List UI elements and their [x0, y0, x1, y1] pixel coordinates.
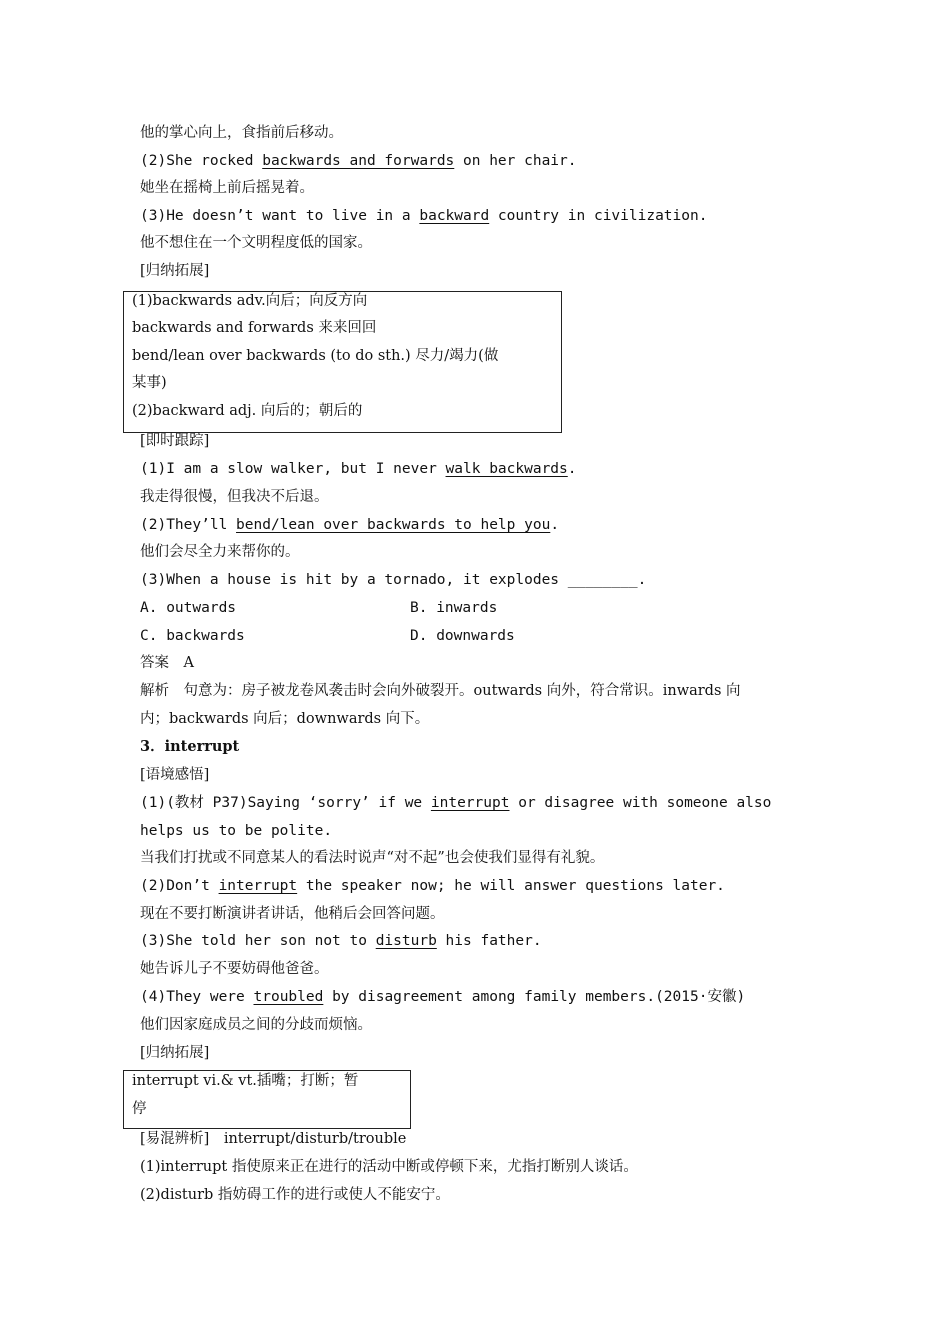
practice-1-pre: (1)I am a slow walker, but I never [140, 461, 446, 477]
context-1-post: or disagree with someone also [509, 795, 772, 811]
example-2-sentence [140, 151, 577, 171]
context-4-translation: 他们因家庭成员之间的分歧而烦恼。 [140, 1017, 372, 1033]
context-4-sentence [140, 987, 745, 1007]
box-line-5: (2)backward adj. 向后的；朝后的 [132, 403, 363, 419]
example-2-translation: 她坐在摇椅上前后摇晃着。 [140, 180, 314, 196]
box-line-2: backwards and forwards 来来回回 [132, 320, 377, 336]
summary-heading-2: [归纳拓展] [140, 1045, 210, 1061]
context-3-post: his father. [436, 933, 542, 949]
example-3-highlight: backward [419, 208, 490, 224]
practice-2-translation: 他们会尽全力来帮你的。 [140, 544, 300, 560]
practice-2-sentence [140, 515, 559, 535]
context-1-translation: 当我们打扰或不同意某人的看法时说声“对不起”也会使我们显得有礼貌。 [140, 850, 605, 866]
practice-1-post: . [567, 461, 577, 477]
box-line-4: 某事) [132, 375, 167, 391]
practice-1-translation: 我走得很慢，但我决不后退。 [140, 489, 329, 505]
practice-2-post: . [550, 517, 560, 533]
analysis-line-2: 内；backwards 向后；downwards 向下。 [140, 711, 430, 727]
context-4-highlight: troubled [253, 989, 324, 1005]
option-d: D. downwards [410, 628, 515, 644]
example-3-pre: (3)He doesn’t want to live in a [140, 208, 420, 224]
practice-heading: [即时跟踪] [140, 433, 210, 449]
context-3-translation: 她告诉儿子不要妨碍他爸爸。 [140, 961, 329, 977]
summary-heading-1: [归纳拓展] [140, 263, 210, 279]
context-4-pre: (4)They were [140, 989, 254, 1005]
context-2-highlight: interrupt [218, 878, 298, 894]
context-1-highlight: interrupt [430, 795, 510, 811]
option-c: C. backwards [140, 628, 245, 644]
example-2-pre: (2)She rocked [140, 153, 263, 169]
example-2-highlight: backwards and forwards [262, 153, 455, 169]
practice-1-highlight: walk backwards [445, 461, 568, 477]
context-2-sentence [140, 876, 725, 896]
example-3-post: country in civilization. [489, 208, 708, 224]
practice-1-sentence [140, 459, 577, 479]
practice-2-highlight: bend/lean over backwards to help you [236, 517, 551, 533]
option-a: A. outwards [140, 600, 237, 616]
context-1-sentence [140, 793, 771, 813]
practice-3-question: (3)When a house is hit by a tornado, it explodes ________. [140, 572, 647, 588]
practice-2-pre: (2)They’ll [140, 517, 237, 533]
example-3-sentence [140, 206, 707, 226]
box2-line-2: 停 [132, 1101, 147, 1117]
box-line-1: (1)backwards adv.向后；向反方向 [132, 293, 368, 309]
example-1-translation: 他的掌心向上，食指前后移动。 [140, 125, 343, 141]
context-3-sentence [140, 931, 542, 951]
answer: 答案 A [140, 655, 194, 671]
confusion-heading: [易混辨析] interrupt/disturb/trouble [140, 1131, 407, 1147]
option-b: B. inwards [410, 600, 498, 616]
context-2-pre: (2)Don’t [140, 878, 219, 894]
context-3-pre: (3)She told her son not to [140, 933, 376, 949]
context-heading: [语境感悟] [140, 767, 210, 783]
context-2-translation: 现在不要打断演讲者讲话，他稍后会回答问题。 [140, 906, 445, 922]
example-2-post: on her chair. [454, 153, 577, 169]
context-4-post: by disagreement among family members.(2015·安徽) [323, 989, 746, 1005]
analysis-line-1: 解析 句意为：房子被龙卷风袭击时会向外破裂开。outwards 向外，符合常识。inwards 向 [140, 683, 741, 699]
context-3-highlight: disturb [375, 933, 437, 949]
context-1-continuation: helps us to be polite. [140, 823, 333, 839]
confusion-line-2: (2)disturb 指妨碍工作的进行或使人不能安宁。 [140, 1187, 450, 1203]
context-1-pre: (1)(教材 P37)Saying ‘sorry’ if we [140, 795, 431, 811]
box2-line-1: interrupt vi.& vt.插嘴；打断；暂 [132, 1073, 359, 1089]
section-3-title: 3．interrupt [140, 738, 240, 755]
box-line-3: bend/lean over backwards (to do sth.) 尽力/竭力(做 [132, 348, 499, 364]
example-3-translation: 他不想住在一个文明程度低的国家。 [140, 235, 372, 251]
context-2-post: the speaker now; he will answer questions later. [297, 878, 725, 894]
confusion-line-1: (1)interrupt 指使原来正在进行的活动中断或停顿下来，尤指打断别人谈话。 [140, 1159, 638, 1175]
